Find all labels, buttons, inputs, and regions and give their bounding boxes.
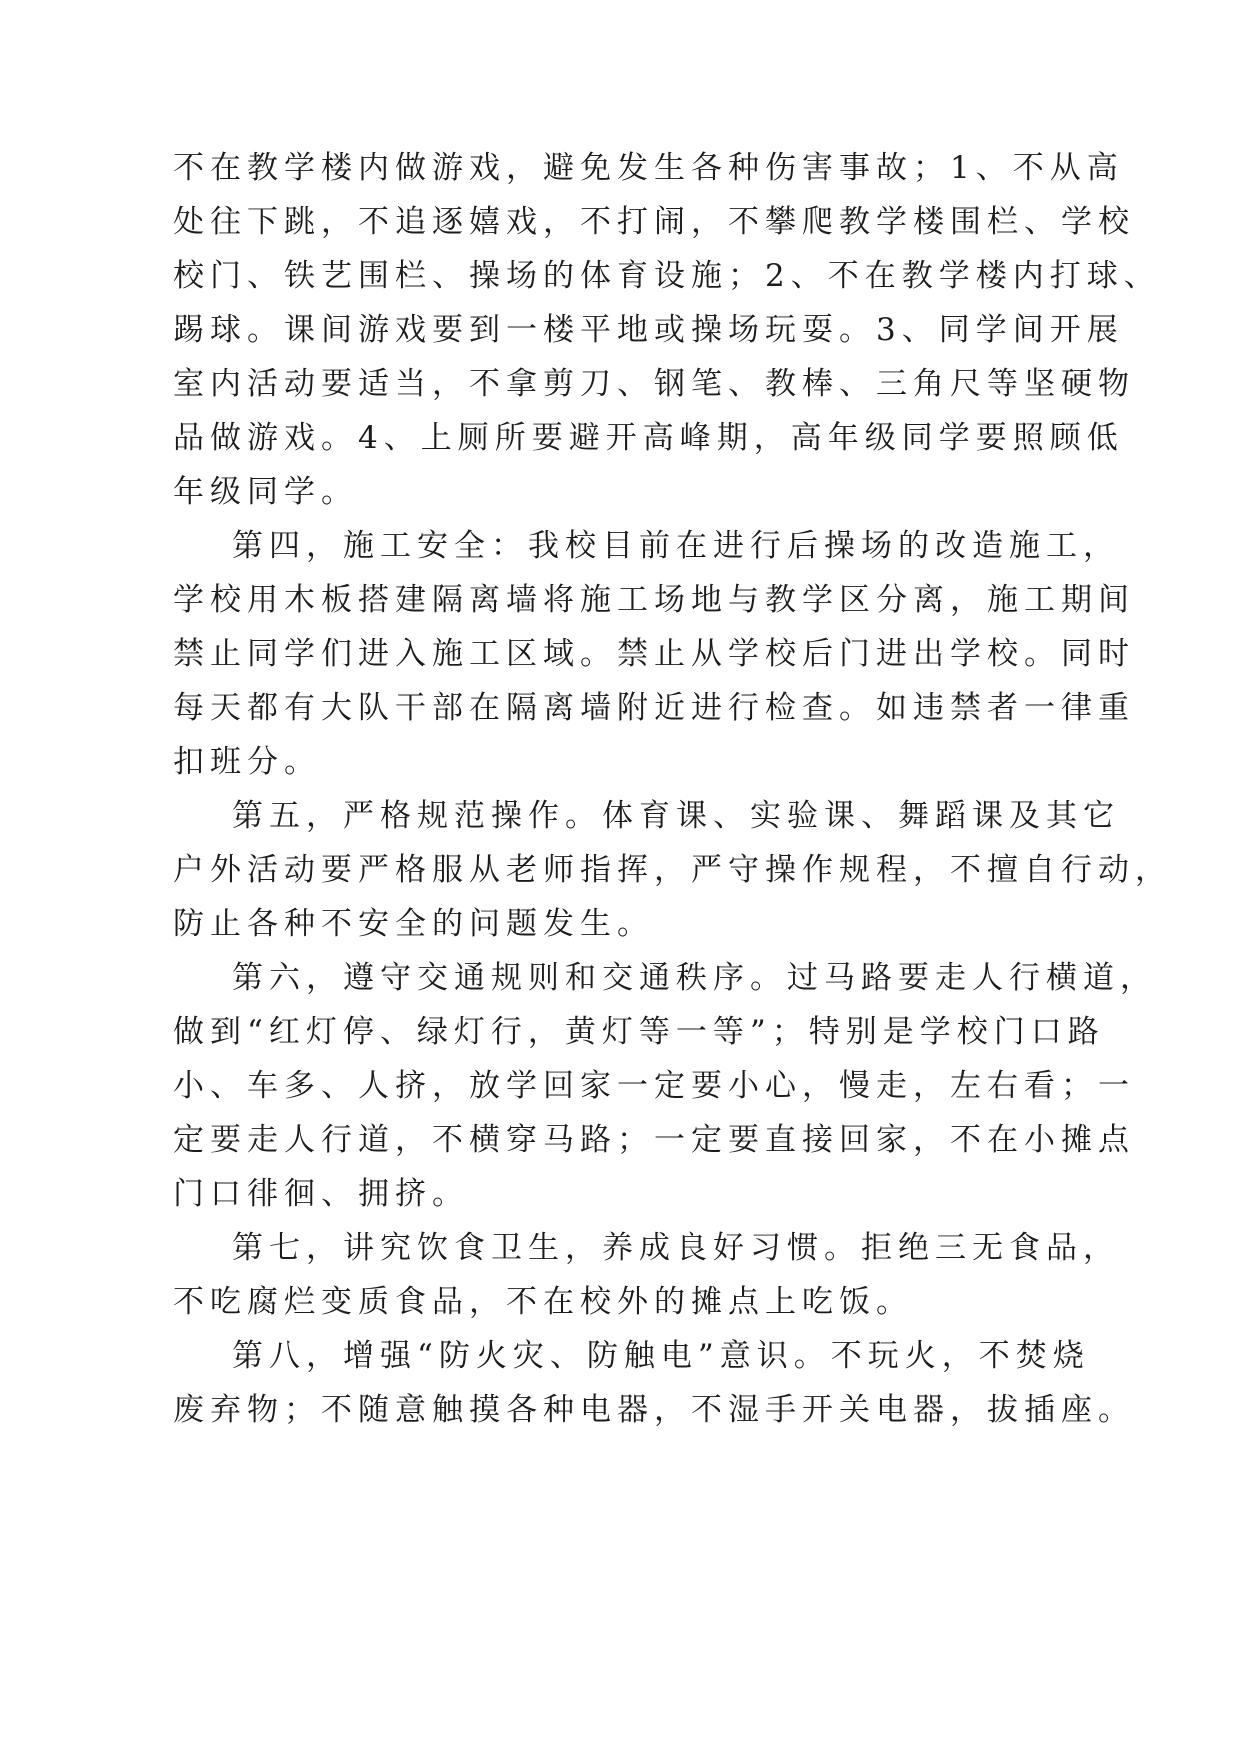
text-line: 做到“红灯停、绿灯行，黄灯等一等”；特别是学校门口路 [173, 1014, 1105, 1050]
text-line: 第七，讲究饮食卫生，养成良好习惯。拒绝三无食品， [232, 1230, 1120, 1266]
text-line: 小、车多、人挤，放学回家一定要小心，慢走，左右看；一 [173, 1068, 1135, 1104]
text-line: 校门、铁艺围栏、操场的体育设施；2、不在教学楼内打球、 [173, 258, 1161, 294]
text-line: 踢球。课间游戏要到一楼平地或操场玩耍。3、同学间开展 [173, 312, 1124, 348]
text-line: 不在教学楼内做游戏，避免发生各种伤害事故；1、不从高 [173, 150, 1124, 186]
text-line: 定要走人行道，不横穿马路；一定要直接回家，不在小摊点 [173, 1122, 1135, 1158]
text-line: 扣班分。 [173, 744, 321, 780]
text-line: 第六，遵守交通规则和交通秩序。过马路要走人行横道， [232, 960, 1157, 996]
text-line: 处往下跳，不追逐嬉戏，不打闹，不攀爬教学楼围栏、学校 [173, 204, 1135, 240]
text-line: 品做游戏。4、上厕所要避开高峰期，高年级同学要照顾低 [173, 420, 1124, 456]
text-line: 第八，增强“防火灾、防触电”意识。不玩火，不焚烧 [232, 1338, 1090, 1374]
text-line: 防止各种不安全的问题发生。 [173, 906, 654, 942]
text-line: 户外活动要严格服从老师指挥，严守操作规程，不擅自行动， [173, 852, 1172, 888]
text-line: 每天都有大队干部在隔离墙附近进行检查。如违禁者一律重 [173, 690, 1135, 726]
text-line: 门口徘徊、拥挤。 [173, 1176, 469, 1212]
text-line: 不吃腐烂变质食品，不在校外的摊点上吃饭。 [173, 1284, 913, 1320]
text-line: 第四，施工安全：我校目前在进行后操场的改造施工， [232, 528, 1120, 564]
text-line: 学校用木板搭建隔离墙将施工场地与教学区分离，施工期间 [173, 582, 1135, 618]
text-line: 第五，严格规范操作。体育课、实验课、舞蹈课及其它 [232, 798, 1120, 834]
text-line: 禁止同学们进入施工区域。禁止从学校后门进出学校。同时 [173, 636, 1135, 672]
text-line: 废弃物；不随意触摸各种电器，不湿手开关电器，拔插座。 [173, 1392, 1135, 1428]
text-line: 室内活动要适当，不拿剪刀、钢笔、教棒、三角尺等坚硬物 [173, 366, 1135, 402]
text-line: 年级同学。 [173, 474, 358, 510]
